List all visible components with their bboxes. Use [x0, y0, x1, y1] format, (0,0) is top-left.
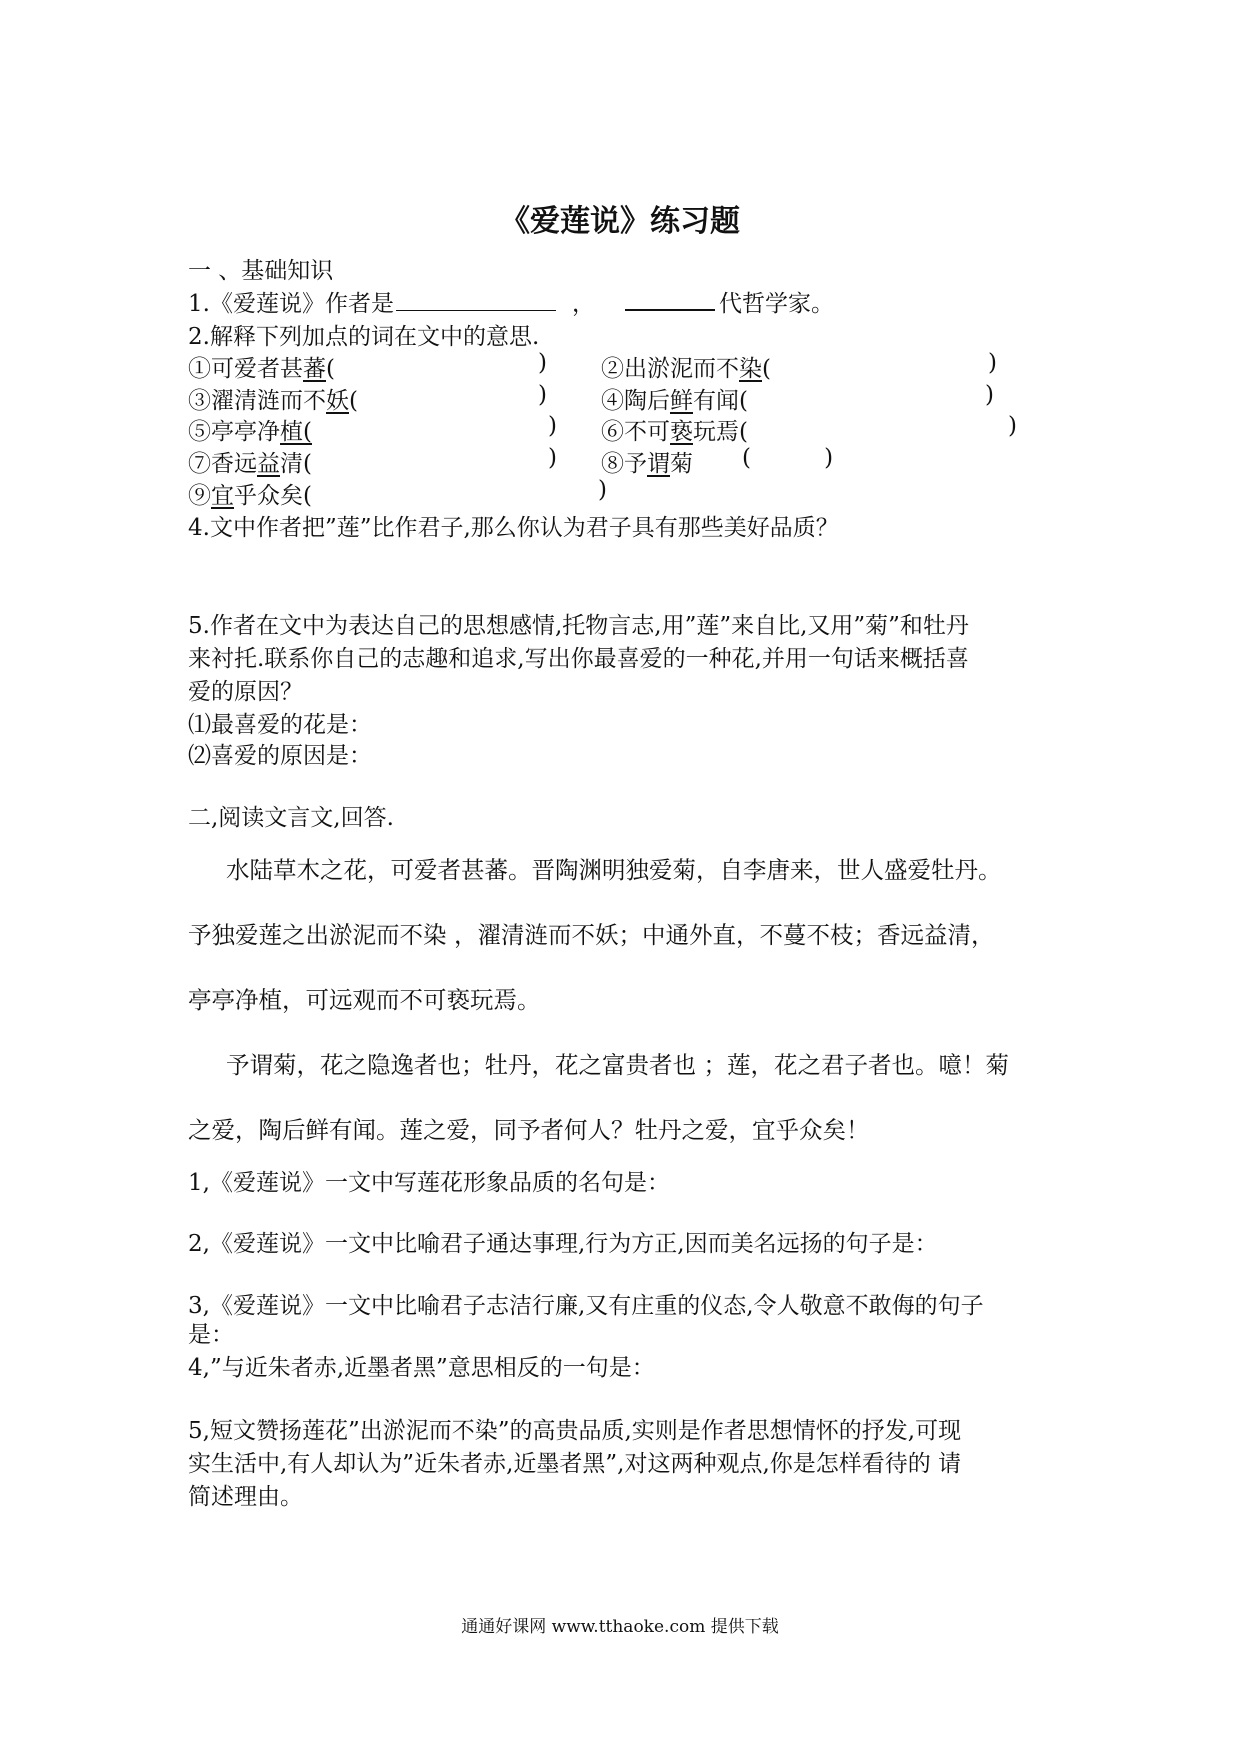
vocab-item: ③濯清涟而不妖(: [188, 388, 358, 414]
vocab-item-close: ): [538, 382, 547, 408]
reading-question: 3,《爱莲说》一文中比喻君子志洁行廉,又有庄重的仪态,令人敬意不敢侮的句子: [188, 1293, 984, 1319]
vocab-item: ⑤亭亭净植(: [188, 419, 312, 445]
passage-line: 之爱，陶后鲜有闻。莲之爱，同予者何人？牡丹之爱，宜乎众矣！: [188, 1116, 870, 1144]
reading-question: 2,《爱莲说》一文中比喻君子通达事理,行为方正,因而美名远扬的句子是：: [188, 1231, 938, 1257]
vocab-item-close: ): [548, 445, 557, 471]
reading-question: 5,短文赞扬莲花”出淤泥而不染”的高贵品质,实则是作者思想情怀的抒发,可现: [188, 1418, 962, 1444]
vocab-item: ②出淤泥而不染(: [601, 356, 771, 382]
reading-question: 简述理由。: [188, 1484, 303, 1510]
section2-heading: 二,阅读文言文,回答.: [188, 805, 394, 831]
page-title: 《爱莲说》练习题: [500, 204, 740, 239]
reading-question: 实生活中,有人却认为”近朱者赤,近墨者黑”,对这两种观点,你是怎样看待的 请: [188, 1451, 962, 1477]
question-5-part-a: ⑴最喜爱的花是：: [188, 712, 372, 738]
vocab-item-close: ): [548, 413, 557, 439]
vocab-item: ①可爱者甚蕃(: [188, 356, 335, 382]
question-1-suffix: 代哲学家。: [718, 291, 834, 317]
vocab-item-close: ): [538, 350, 547, 376]
question-4: 4.文中作者把”莲”比作君子,那么你认为君子具有那些美好品质？: [188, 515, 839, 541]
question-1-text: 1.《爱莲说》作者是: [188, 291, 394, 317]
answer-blank: [396, 292, 556, 311]
passage-line: 水陆草木之花，可爱者甚蕃。晋陶渊明独爱菊，自李唐来，世人盛爱牡丹。: [226, 856, 1002, 884]
question-1-comma: ，: [571, 291, 595, 317]
question-5-line: 爱的原因？: [188, 679, 303, 705]
vocab-item-close: ( ): [742, 445, 834, 471]
reading-question: 是：: [188, 1322, 234, 1348]
vocab-item-close: ): [598, 477, 607, 503]
question-2: 2.解释下列加点的词在文中的意思.: [188, 324, 540, 350]
vocab-item: ⑥不可亵玩焉(: [601, 419, 748, 445]
question-5-part-b: ⑵喜爱的原因是：: [188, 743, 372, 769]
vocab-item: ⑧予谓菊: [601, 451, 693, 477]
question-1: [188, 285, 834, 318]
reading-question: 1,《爱莲说》一文中写莲花形象品质的名句是：: [188, 1170, 670, 1196]
vocab-item-close: ): [988, 350, 997, 376]
passage-line: 予谓菊，花之隐逸者也；牡丹，花之富贵者也 ；莲，花之君子者也。噫！菊: [226, 1051, 1009, 1079]
answer-blank: [625, 291, 715, 311]
footer-credit: 通通好课网 www.tthaoke.com 提供下载: [461, 1617, 779, 1637]
vocab-item-close: ): [985, 382, 994, 408]
passage-line: 予独爱莲之出淤泥而不染 ，濯清涟而不妖；中通外直，不蔓不枝；香远益清，: [188, 921, 995, 949]
section1-heading: 一 、基础知识: [188, 258, 334, 284]
question-5-line: 5.作者在文中为表达自己的思想感情,托物言志,用”莲”来自比,又用”菊”和牡丹: [188, 613, 969, 639]
vocab-item: ④陶后鲜有闻(: [601, 388, 748, 414]
passage-line: 亭亭净植，可远观而不可亵玩焉。: [188, 986, 541, 1014]
vocab-item-close: ): [1008, 413, 1017, 439]
vocab-item: ⑦香远益清(: [188, 451, 312, 477]
question-5-line: 来衬托.联系你自己的志趣和追求,写出你最喜爱的一种花,并用一句话来概括喜: [188, 646, 969, 672]
vocab-item: ⑨宜乎众矣(: [188, 483, 312, 509]
reading-question: 4,”与近朱者赤,近墨者黑”意思相反的一句是：: [188, 1355, 655, 1381]
